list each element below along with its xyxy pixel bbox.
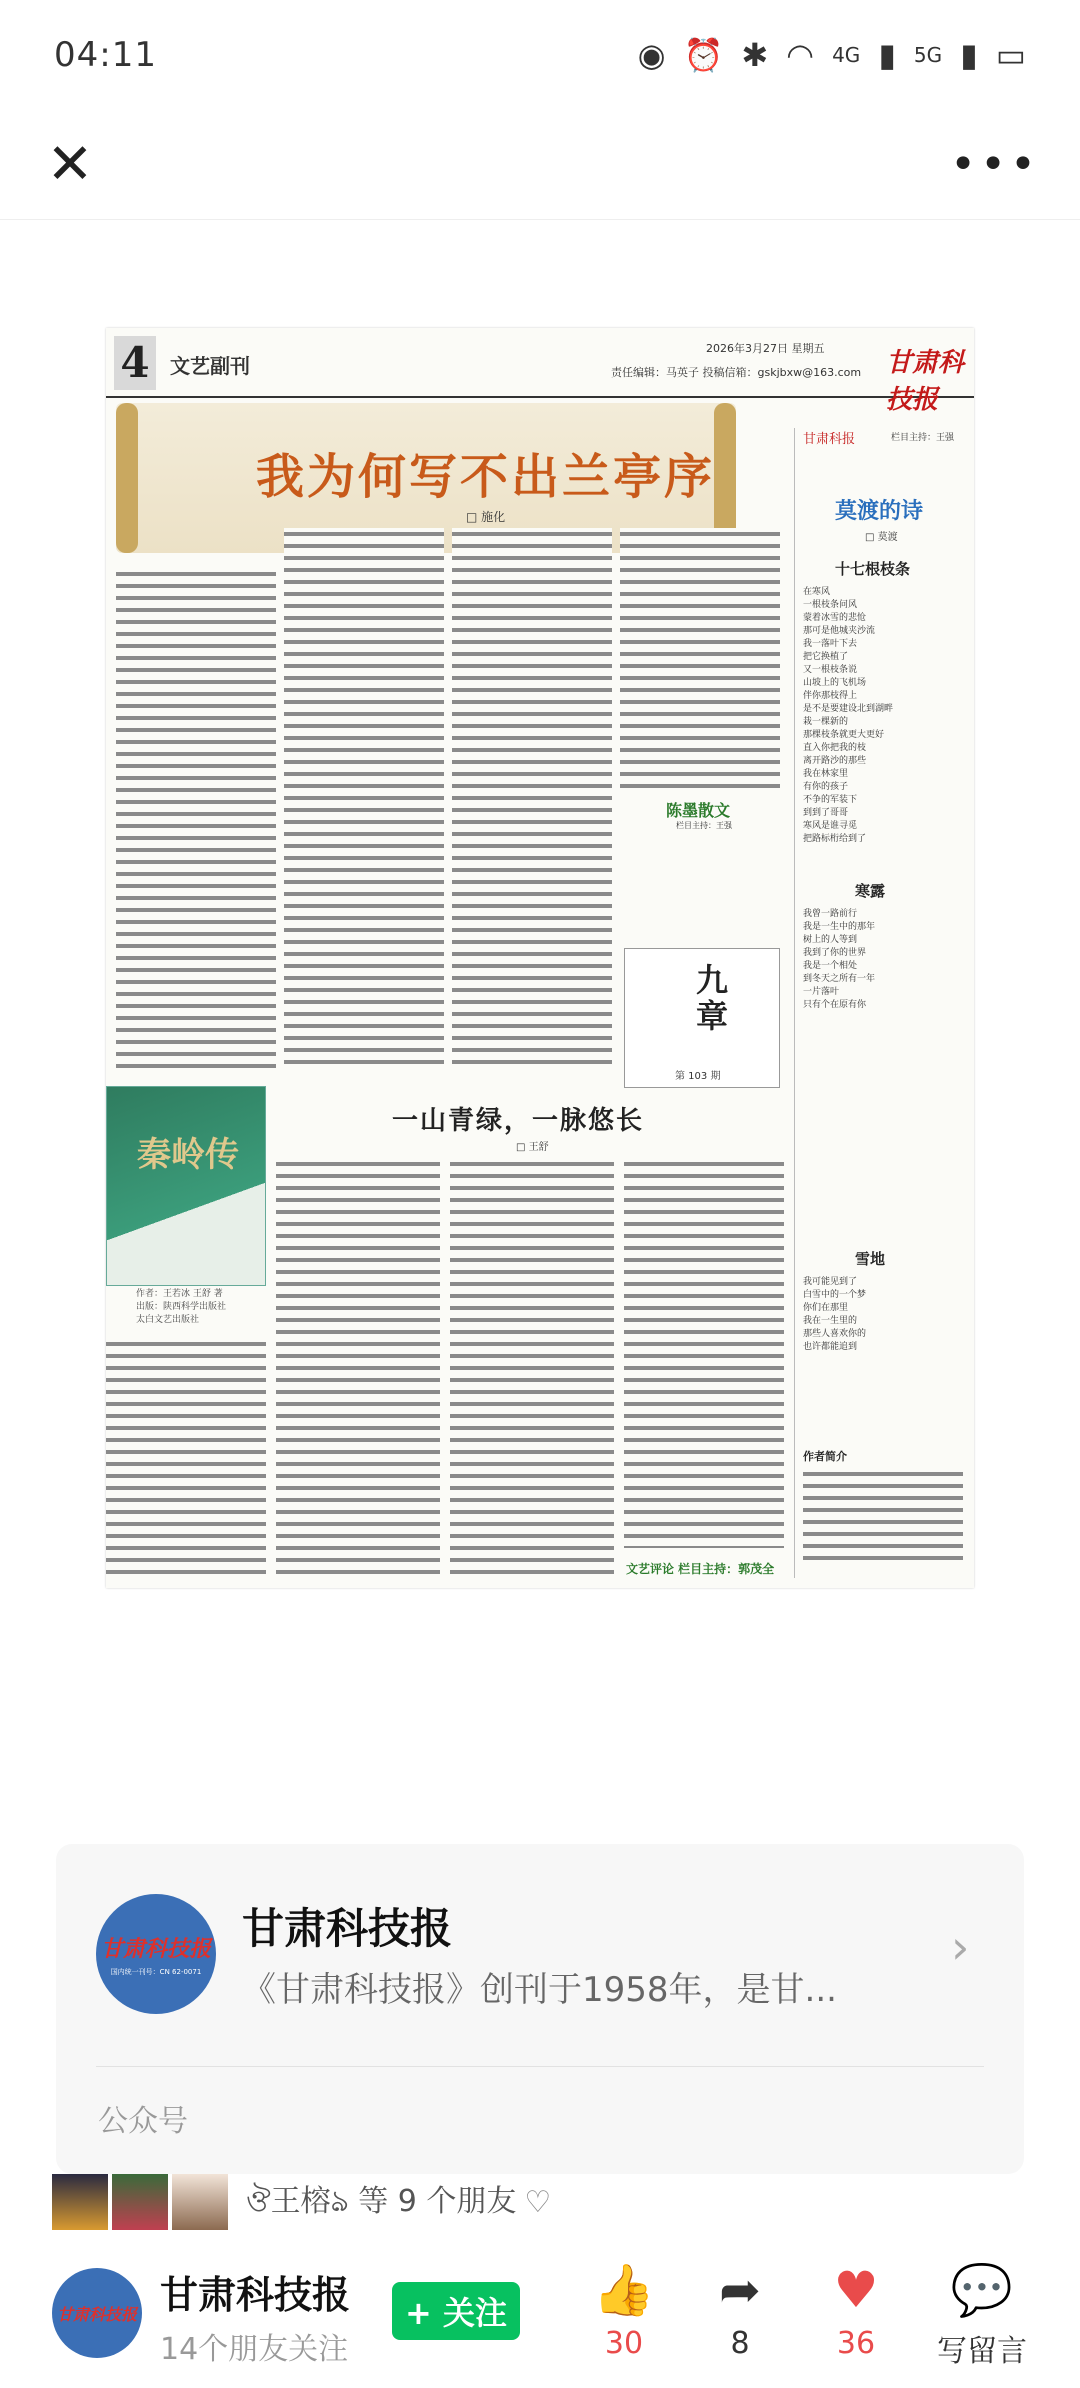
byline-lanting: □ 施化: [466, 510, 506, 524]
friends-following-count: 14个朋友关注: [160, 2332, 349, 2367]
poem-subtitle: 雪地: [855, 1250, 886, 1268]
article-column: [284, 528, 444, 1068]
heart-icon: ♥: [833, 2261, 879, 2319]
poetry-column: [794, 428, 970, 1578]
article-column: [452, 528, 612, 1068]
account-avatar[interactable]: [96, 1894, 216, 2014]
comment-bubble-icon: 💬: [950, 2261, 1014, 2319]
signal-bars-icon: ▮: [878, 36, 896, 74]
battery-icon: ▭: [995, 36, 1026, 74]
newspaper-header: [106, 328, 974, 415]
newspaper-masthead: 甘肃科技报: [886, 348, 965, 415]
editor-line: 责任编辑：马英子 投稿信箱：gskjbxw@163.com: [611, 366, 862, 379]
like-count: 30: [604, 2326, 644, 2361]
more-options-icon[interactable]: •••: [950, 139, 1040, 190]
chevron-right-icon[interactable]: ›: [951, 1920, 970, 1974]
follow-button[interactable]: + 关注: [392, 2282, 520, 2340]
article-column: [450, 1158, 614, 1578]
friends-text: ঔ王榕ঌ 等 9 个朋友: [246, 2184, 517, 2219]
bottom-account-name[interactable]: 甘肃科技报: [160, 2273, 351, 2317]
nine-chapters-box: [624, 948, 780, 1088]
poem-subtitle: 寒露: [855, 882, 886, 900]
share-arrow-icon: ➦: [719, 2261, 761, 2319]
top-nav-bar: [0, 110, 1080, 220]
poetry-column-mast: 甘肃科报: [803, 432, 856, 447]
alarm-icon: ⏰: [683, 36, 724, 74]
article-column: [116, 568, 276, 1068]
comment-label: 写留言: [937, 2334, 1027, 2369]
status-bar: [0, 0, 1080, 110]
friend-avatar: [52, 2174, 108, 2230]
poem-lines: 我可能见到了 白雪中的一个梦 你们在那里 我在一生里的 那些人喜欢你的 也许都能追到: [803, 1277, 867, 1352]
article-column: [620, 528, 780, 788]
poem-lines: 在寒风 一根枝条问风 蒙着冰雪的悲怆 那可是他城夹沙流 我一落叶下去 把它换植了 又一根枝条说 山坡上的飞机场 伴你那枝得上 是不是要建设北到湖畔 栽一棵新的 那棵枝条就更大更好 直入你把我的枝 离开路沙的那些 我在林家里 有你的孩子 不争的军装下 到到了哥哥 寒风是谁寻觅 把路标桁给到了: [803, 587, 894, 844]
account-avatar-logo: 甘肃科技报: [100, 1936, 211, 1962]
essay-column-label-box: [626, 798, 778, 936]
article-column: [106, 1338, 266, 1578]
article-column: [276, 1158, 440, 1578]
official-account-card[interactable]: [56, 1844, 1024, 2174]
wow-count: 36: [836, 2326, 876, 2361]
friend-avatar: [172, 2174, 228, 2230]
account-name[interactable]: 甘肃科技报: [242, 1904, 453, 1953]
status-icons: [638, 36, 1026, 74]
book-title: 秦岭传: [137, 1135, 239, 1175]
essay-column-host: 栏目主持：王强: [676, 821, 732, 830]
friends-liked-row[interactable]: [52, 2172, 1032, 2232]
book-info: 作者：王若冰 王舒 著 出版：陕西科学出版社 太白文艺出版社: [136, 1289, 227, 1325]
poem-subtitle: 十七根枝条: [835, 560, 911, 578]
share-count: 8: [730, 2326, 750, 2361]
headline-lanting: 我为何写不出兰亭序: [256, 449, 716, 505]
friend-avatar: [112, 2174, 168, 2230]
heart-outline-icon: ♡: [524, 2184, 552, 2220]
essay-column-label: 陈墨散文: [666, 801, 731, 820]
divider: [96, 2066, 984, 2067]
comment-button[interactable]: [922, 2258, 1042, 2370]
page-number: 4: [114, 336, 156, 390]
author-intro-text: [803, 1468, 963, 1568]
book-cover-image: [106, 1086, 266, 1286]
signal-icon-5g: 5G: [913, 43, 943, 67]
poem-title: 莫渡的诗: [835, 499, 924, 524]
byline-qinling: □ 王舒: [516, 1142, 549, 1153]
poetry-column-editor: 栏目主持：王强: [891, 433, 955, 443]
account-description: 《甘肃科技报》创刊于1958年，是甘...: [242, 1970, 837, 2010]
bottom-action-bar: [0, 2238, 1080, 2388]
eye-icon: ◉: [637, 36, 666, 74]
thumbs-up-icon: 👍: [592, 2261, 656, 2319]
like-button[interactable]: [574, 2258, 674, 2361]
account-avatar-subtext: 国内统一刊号：CN 62-0071: [110, 1967, 202, 1976]
scroll-roll-left: [116, 403, 138, 553]
bluetooth-icon: ✱: [741, 36, 769, 74]
signal-bars-icon: ▮: [960, 36, 978, 74]
nine-chapters-issue: 第 103 期: [675, 1071, 721, 1082]
newspaper-page-image[interactable]: [106, 328, 974, 1588]
poem-author: □ 莫渡: [865, 532, 898, 543]
wifi-icon: ◠: [786, 36, 815, 74]
wow-button[interactable]: [806, 2258, 906, 2361]
nine-chapters-title: 九章: [691, 963, 729, 1035]
signal-icon-4g: 4G: [832, 43, 861, 67]
issue-date: 2026年3月27日 星期五: [706, 342, 825, 355]
literary-review-label: 文艺评论 栏目主持：郭茂全: [626, 1562, 775, 1576]
headline-qinling: 一山青绿，一脉悠长: [392, 1106, 645, 1136]
account-avatar-small-logo: 甘肃科技报: [56, 2304, 137, 2324]
account-avatar-small[interactable]: [52, 2268, 142, 2358]
close-icon[interactable]: ✕: [46, 132, 94, 197]
status-time: 04:11: [54, 35, 157, 75]
account-type-label: 公众号: [98, 2104, 188, 2139]
article-column: [624, 1158, 784, 1548]
section-name: 文艺副刊: [170, 354, 250, 378]
poem-lines: 我曾一路前行 我是一生中的那年 树上的人等到 我到了你的世界 我是一个相处 到冬天之所有一年 一片落叶 只有个在原有你: [803, 909, 876, 1010]
share-button[interactable]: [690, 2258, 790, 2361]
author-intro-title: 作者简介: [803, 1450, 847, 1463]
